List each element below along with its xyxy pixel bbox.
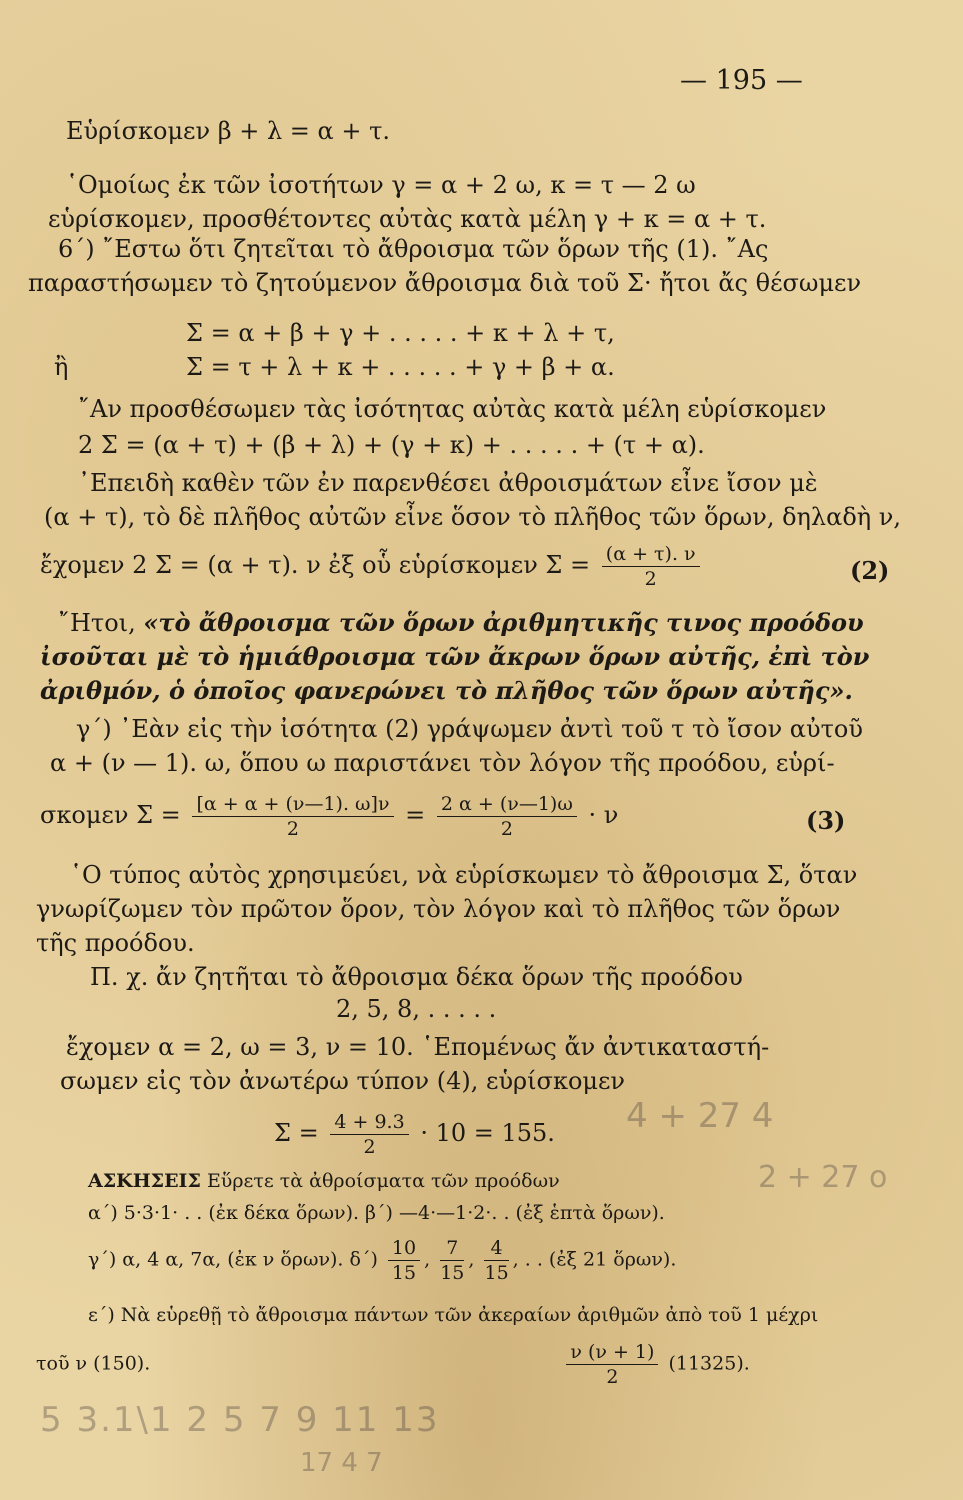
line-23: 2, 5, 8, . . . . . (336, 995, 497, 1023)
line-13-lead: ῎Ητοι, (58, 609, 144, 637)
formula-3-numerator-2: 2 α + (ν—1)ω (437, 792, 577, 817)
exercises-intro: Εὕρετε τὰ ἀθροίσματα τῶν προόδων (206, 1170, 560, 1192)
formula-2-denominator: 2 (644, 568, 657, 590)
exercise-d-fraction-1-num: 10 (388, 1236, 420, 1261)
formula-3-fraction-2 (437, 792, 577, 841)
line-8: ῎Αν προσθέσωμεν τὰς ἰσότητας αὐτὰς κατὰ μέλη εὑρίσκομεν (78, 395, 827, 423)
exercise-a-b: α΄) 5·3·1· . . (ἐκ δέκα ὅρων). β΄) —4·—1·2·. . (ἐξ ἑπτὰ ὅρων). (88, 1202, 665, 1224)
pencil-note-2: 2 + 27 o (758, 1160, 888, 1195)
line-10: ᾽Επειδὴ καθὲν τῶν ἐν παρενθέσει ἀθροισμάτων εἶνε ἴσον μὲ (78, 469, 818, 497)
line-22: Π. χ. ἄν ζητῆται τὸ ἄθροισμα δέκα ὅρων τῆς προόδου (90, 963, 743, 991)
line-7-prefix: ἢ (54, 353, 69, 381)
line-3: εὑρίσκομεν, προσθέτοντες αὐτὰς κατὰ μέλη γ + κ = α + τ. (48, 205, 767, 233)
pencil-note-4: 17 4 7 (300, 1448, 383, 1478)
example-formula-denominator: 2 (363, 1136, 376, 1158)
formula-3 (40, 792, 618, 841)
formula-2-numerator: (α + τ). ν (602, 542, 700, 567)
line-20: γνωρίζωμεν τὸν πρῶτον ὅρον, τὸν λόγον καὶ τὸ πλῆθος τῶν ὅρων (36, 895, 841, 923)
exercise-e-lead: τοῦ ν (150). (36, 1352, 151, 1375)
line-13-emph: «τὸ ἄθροισμα τῶν ὅρων ἀριθμητικῆς τινος προόδου (143, 608, 864, 637)
exercise-d-fraction-2-den: 15 (440, 1262, 465, 1284)
exercise-e: ε΄) Νὰ εὑρεθῇ τὸ ἄθροισμα πάντων τῶν ἀκεραίων ἀριθμῶν ἀπὸ τοῦ 1 μέχρι (88, 1304, 819, 1326)
line-9: 2 Σ = (α + τ) + (β + λ) + (γ + κ) + . . . . . + (τ + α). (78, 431, 705, 459)
line-4: 6΄) ῎Εστω ὅτι ζητεῖται τὸ ἄθροισμα τῶν ὅρων τῆς (1). ῎Ας (58, 235, 769, 263)
exercise-d-fraction-3-den: 15 (484, 1262, 509, 1284)
line-1: Εὑρίσκομεν β + λ = α + τ. (66, 117, 391, 145)
line-17: α + (ν — 1). ω, ὅπου ω παριστάνει τὸν λόγον τῆς προόδου, εὑρί- (50, 749, 835, 777)
formula-2 (40, 542, 704, 591)
line-21: τῆς προόδου. (36, 929, 195, 957)
line-13 (58, 608, 864, 638)
line-2: ῾Ομοίως ἐκ τῶν ἰσοτήτων γ = α + 2 ω, κ = τ — 2 ω (66, 171, 696, 199)
exercise-e-numerator: ν (ν + 1) (566, 1340, 658, 1365)
line-25: σωμεν εἰς τὸν ἀνωτέρω τύπον (4), εὑρίσκομεν (60, 1067, 626, 1095)
line-16: γ΄) ᾽Εὰν εἰς τὴν ἰσότητα (2) γράψωμεν ἀντὶ τοῦ τ τὸ ἴσον αὐτοῦ (76, 715, 863, 743)
formula-3-tail: · ν (588, 801, 619, 829)
exercise-g-d: γ΄) α, 4 α, 7α, (ἐκ ν ὅρων). δ΄) $\frac{10}{15}$ , $\frac{7}{15}$ , $\frac{4}{15}$ , . . (ἐξ 21 ὅρων). (88, 1237, 677, 1284)
example-formula-tail: · 10 = 155. (420, 1119, 555, 1147)
line-7: Σ = τ + λ + κ + . . . . . + γ + β + α. (186, 353, 615, 381)
exercises-heading (88, 1166, 560, 1196)
line-6: Σ = α + β + γ + . . . . . + κ + λ + τ, (186, 319, 615, 347)
exercise-d-fraction-2-num: 7 (440, 1236, 464, 1261)
formula-3-denominator-2: 2 (500, 818, 513, 840)
example-formula-fraction (330, 1110, 408, 1159)
formula-2-text: ἔχομεν 2 Σ = (α + τ). ν ἐξ οὗ εὑρίσκομεν Σ = (40, 551, 591, 579)
example-formula-lead: Σ = (274, 1119, 319, 1147)
example-formula-numerator: 4 + 9.3 (330, 1110, 408, 1135)
formula-3-numerator-1: [α + α + (ν—1). ω]ν (192, 792, 393, 817)
line-11: (α + τ), τὸ δὲ πλῆθος αὐτῶν εἶνε ὅσον τὸ πλῆθος τῶν ὅρων, δηλαδὴ ν, (44, 503, 901, 531)
formula-2-fraction (602, 542, 700, 591)
formula-3-denominator-1: 2 (286, 818, 300, 840)
exercise-e-denominator: 2 (606, 1366, 619, 1388)
exercise-d-fraction-3 (484, 1236, 508, 1285)
line-14: ἰσοῦται μὲ τὸ ἡμιάθροισμα τῶν ἄκρων ὅρων αὐτῆς, ἐπὶ τὸν (40, 642, 870, 671)
line-15: ἀριθμόν, ὁ ὁποῖος φανερώνει τὸ πλῆθος τῶν ὅρων αὐτῆς». (40, 676, 853, 705)
example-formula (274, 1110, 555, 1159)
formula-3-tag: (3) (806, 806, 846, 835)
exercise-d-fraction-1 (388, 1236, 420, 1285)
formula-3-equals: = (405, 801, 426, 829)
formula-2-tag: (2) (850, 556, 890, 585)
exercise-d-fraction-1-den: 15 (391, 1262, 417, 1284)
exercise-e-answer: (11325). (668, 1352, 750, 1375)
pencil-note-1: 4 + 27 4 (626, 1096, 774, 1136)
exercise-e-fraction (566, 1340, 658, 1389)
exercise-d-fraction-3-num: 4 (484, 1236, 508, 1261)
exercise-d-fraction-2 (440, 1236, 464, 1285)
exercise-e-line-2 (36, 1340, 750, 1389)
exercises-title: ΑΣΚΗΣΕΙΣ (88, 1170, 201, 1192)
pencil-note-3: 5 3.1\1 2 5 7 9 11 13 (40, 1400, 440, 1440)
line-5: παραστήσωμεν τὸ ζητούμενον ἄθροισμα διὰ τοῦ Σ· ἤτοι ἄς θέσωμεν (28, 269, 862, 297)
exercise-g-tail: . . (ἐξ 21 ὅρων). (524, 1248, 677, 1271)
formula-3-fraction-1 (192, 792, 393, 841)
page-number: — 195 — (680, 65, 803, 96)
line-19: ῾Ο τύπος αὐτὸς χρησιμεύει, νὰ εὑρίσκωμεν τὸ ἄθροισμα Σ, ὅταν (70, 861, 858, 889)
line-24: ἔχομεν α = 2, ω = 3, ν = 10. ῾Επομένως ἄν ἀντικαταστή- (66, 1033, 770, 1061)
exercise-g-lead: γ΄) α, 4 α, 7α, (ἐκ ν ὅρων). δ΄) (88, 1248, 378, 1271)
formula-3-lead: σκομεν Σ = (40, 801, 181, 829)
